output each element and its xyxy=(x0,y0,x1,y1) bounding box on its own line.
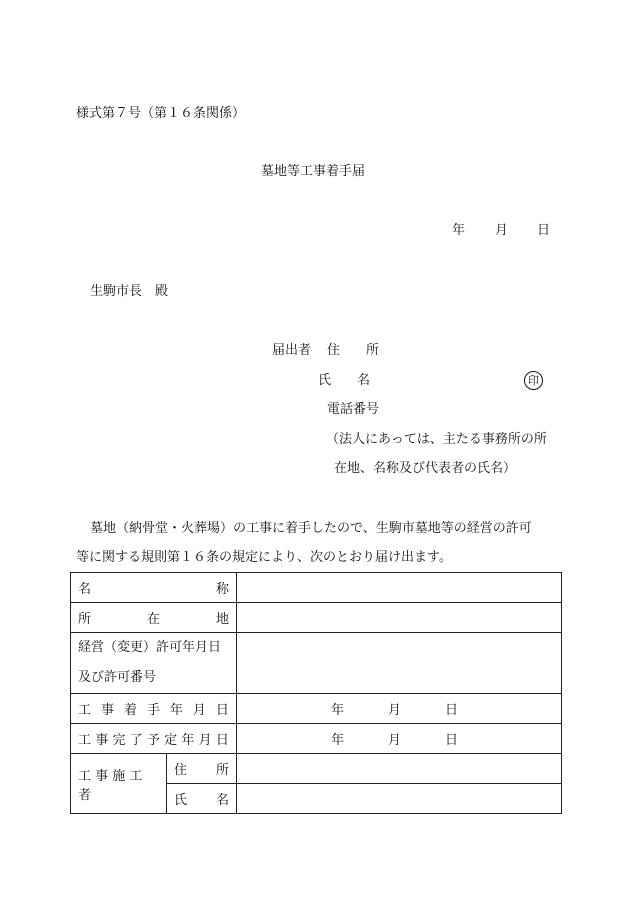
completion-label-char: 工 xyxy=(78,733,92,748)
contractor-name-char: 氏 xyxy=(174,793,188,808)
contractor-name-label-cell xyxy=(167,784,237,814)
start-label-char: 日 xyxy=(215,703,229,718)
start-day-label: 日 xyxy=(444,703,458,718)
location-value-cell[interactable] xyxy=(237,603,562,633)
name-label-cell xyxy=(71,573,237,603)
date-month-label: 月 xyxy=(495,223,509,238)
location-label-char: 所 xyxy=(78,612,92,627)
permit-label-cell xyxy=(71,633,237,694)
completion-label-char: 完 xyxy=(112,733,126,748)
name-label-char: 名 xyxy=(78,582,92,597)
table-row-completion-date xyxy=(71,724,562,754)
completion-date-label-cell xyxy=(71,724,237,754)
applicant-name-label: 氏 名 xyxy=(318,373,371,388)
start-date-value-cell[interactable] xyxy=(237,694,562,724)
completion-label-char: 年 xyxy=(181,733,195,748)
completion-label-char: 了 xyxy=(129,733,143,748)
contractor-address-char: 所 xyxy=(215,763,229,778)
date-day-label: 日 xyxy=(537,223,551,238)
completion-label-char: 月 xyxy=(198,733,212,748)
start-label-char: 手 xyxy=(146,703,160,718)
table-row-permit xyxy=(71,633,562,694)
completion-label-char: 定 xyxy=(164,733,178,748)
contractor-address-value-cell[interactable] xyxy=(237,754,562,784)
completion-label-char: 予 xyxy=(146,733,160,748)
applicant-note-line1: （法人にあっては、主たる事務所の所 xyxy=(326,432,547,447)
applicant-note-line2: 在地、名称及び代表者の氏名） xyxy=(334,461,517,476)
start-month-label: 月 xyxy=(387,703,401,718)
contractor-name-char: 名 xyxy=(215,793,229,808)
completion-month-label: 月 xyxy=(387,733,401,748)
permit-value-cell[interactable] xyxy=(237,633,562,694)
addressee: 生駒市長 殿 xyxy=(90,284,169,299)
start-label-char: 事 xyxy=(100,703,114,718)
table-row-start-date xyxy=(71,694,562,724)
contractor-label: 工 事 施 工 者 xyxy=(78,768,143,803)
completion-year-label: 年 xyxy=(330,733,344,748)
table-row-location xyxy=(71,603,562,633)
form-number: 様式第７号（第１６条関係） xyxy=(76,106,246,121)
seal-mark: 印 xyxy=(524,371,543,390)
location-label-char: 在 xyxy=(146,612,160,627)
date-year-label: 年 xyxy=(452,223,466,238)
body-line-1: 墓地（納骨堂・火葬場）の工事に着手したので、生駒市墓地等の経営の許可 xyxy=(90,521,532,536)
name-label-char: 称 xyxy=(215,582,229,597)
permit-label-line2: 及び許可番号 xyxy=(78,670,157,685)
start-date-label-cell xyxy=(71,694,237,724)
applicant-phone-label: 電話番号 xyxy=(327,402,380,417)
body-line-2: 等に関する規則第１６条の規定により、次のとおり届け出ます。 xyxy=(76,550,452,565)
application-table xyxy=(70,572,562,814)
completion-day-label: 日 xyxy=(444,733,458,748)
start-label-char: 工 xyxy=(78,703,92,718)
permit-label-line1: 経営（変更）許可年月日 xyxy=(78,640,222,655)
contractor-address-label-cell xyxy=(167,754,237,784)
location-label-cell xyxy=(71,603,237,633)
applicant-address-label: 住 所 xyxy=(327,343,380,358)
applicant-label: 届出者 xyxy=(272,343,312,358)
document-title: 墓地等工事着手届 xyxy=(261,164,366,179)
table-row-contractor-address xyxy=(71,754,562,784)
contractor-label-cell xyxy=(71,754,167,814)
name-value-cell[interactable] xyxy=(237,573,562,603)
start-label-char: 月 xyxy=(192,703,206,718)
contractor-address-char: 住 xyxy=(174,763,188,778)
contractor-name-value-cell[interactable] xyxy=(237,784,562,814)
completion-label-char: 事 xyxy=(95,733,109,748)
start-year-label: 年 xyxy=(330,703,344,718)
completion-label-char: 日 xyxy=(215,733,229,748)
start-label-char: 年 xyxy=(169,703,183,718)
completion-date-value-cell[interactable] xyxy=(237,724,562,754)
start-label-char: 着 xyxy=(123,703,137,718)
table-row-name xyxy=(71,573,562,603)
location-label-char: 地 xyxy=(215,612,229,627)
